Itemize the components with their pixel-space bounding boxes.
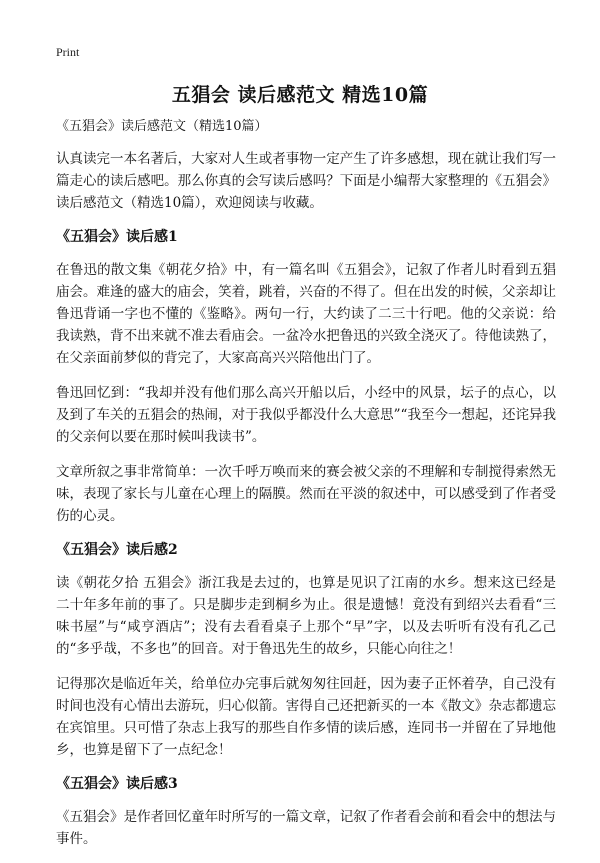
intro-paragraph: 认真读完一本名著后，大家对人生或者事物一定产生了许多感想，现在就让我们写一篇走心的读后感吧。那么你真的会写读后感吗？下面是小编帮大家整理的《五猖会》读后感范文（精选10篇），欢迎阅读与收藏。: [56, 151, 556, 211]
section-heading-3: 《五猖会》读后感3: [56, 776, 178, 792]
paragraph: 鲁迅回忆到：“我却并没有他们那么高兴开船以后，小经中的风景，坛子的点心，以及到了车关的五猖会的热闹，对于我似乎都没什么大意思”“我至今一想起，还诧异我的父亲何以要在那时候叫我读书”。: [56, 385, 556, 445]
section-heading-2: 《五猖会》读后感2: [56, 542, 178, 558]
print-link[interactable]: Print: [56, 45, 80, 59]
article-body: [56, 148, 556, 863]
paragraph: 《五猖会》是作者回忆童年时所写的一篇文章，记叙了作者看会前和看会中的想法与事件。: [56, 809, 556, 847]
paragraph: 在鲁迅的散文集《朝花夕拾》中，有一篇名叫《五猖会》，记叙了作者儿时看到五猖庙会。难逢的盛大的庙会，笑着，跳着，兴奋的不得了。但在出发的时候，父亲却让鲁迅背诵一字也不懂的《鉴略》。两句一行，大约读了二三十行吧。他的父亲说：给我读熟，背不出来就不准去看庙会。一盆冷水把鲁迅的兴致全浇灭了。待他读熟了，在父亲面前梦似的背完了，大家高高兴兴陪他出门了。: [56, 262, 556, 366]
paragraph: 记得那次是临近年关，给单位办完事后就匆匆往回赶，因为妻子正怀着孕，自己没有时间也没有心情出去游玩，归心似箭。害得自己还把新买的一本《散文》杂志都遗忘在宾馆里。只可惜了杂志上我写的那些自作多情的读后感，连同书一并留在了异地他乡，也算是留下了一点纪念！: [56, 676, 556, 758]
page-title: 五猖会 读后感范文 精选10篇: [171, 84, 429, 106]
paragraph: 读《朝花夕拾 五猖会》浙江我是去过的，也算是见识了江南的水乡。想来这已经是二十年多年前的事了。只是脚步走到桐乡为止。很是遗憾！竟没有到绍兴去看看“三味书屋”与“咸亨酒店”；没有去看看桌子上那个“早”字，以及去听听有没有孔乙己的“多乎哉，不多也”的回音。对于鲁迅先生的故乡，只能心向往之！: [56, 575, 556, 657]
section-heading-1: 《五猖会》读后感1: [56, 229, 178, 245]
subtitle: 《五猖会》读后感范文（精选10篇）: [56, 119, 268, 134]
paragraph: 文章所叙之事非常简单：一次千呼万唤而来的赛会被父亲的不理解和专制搅得索然无味，表现了家长与儿童在心理上的隔膜。然而在平淡的叙述中，可以感受到了作者受伤的心灵。: [56, 464, 556, 524]
